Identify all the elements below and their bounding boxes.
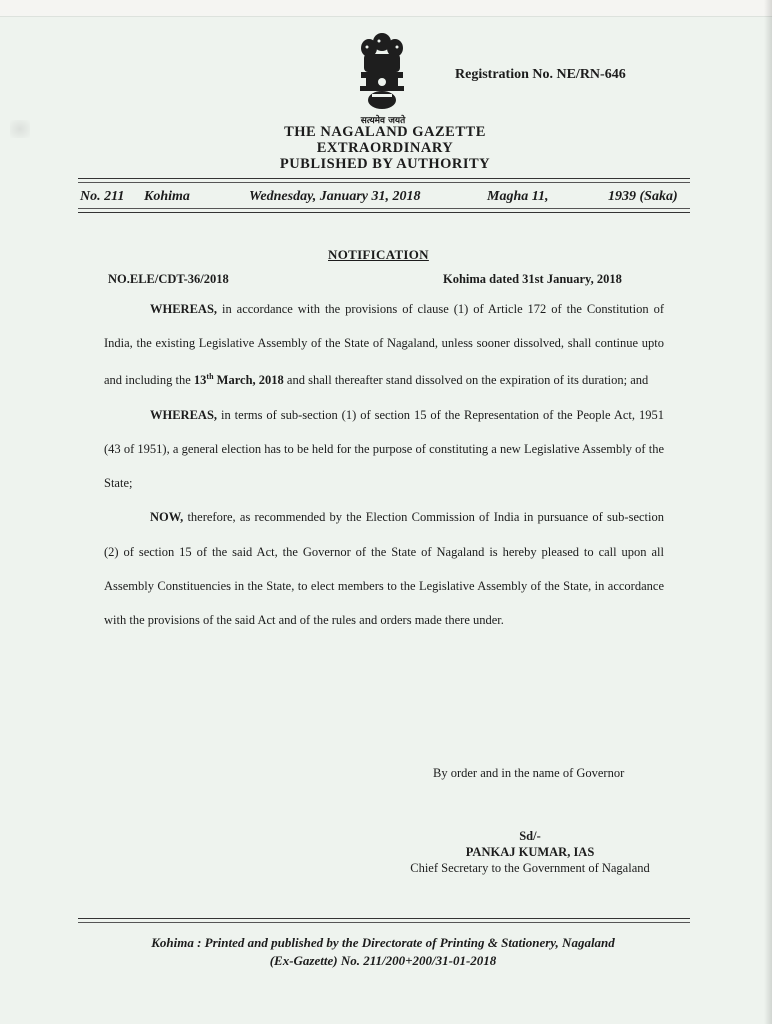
p1-date-day: 13: [193, 373, 207, 388]
p1-date-sup: th: [206, 372, 214, 382]
p1-date-month: March, 2018: [213, 373, 284, 388]
p1-text-b: and shall thereafter stand dissolved on the expiration of its duration; and: [283, 373, 649, 388]
paragraph-1: [104, 292, 664, 398]
signature-block: [380, 828, 680, 876]
footer: [88, 934, 678, 970]
p3-lead: NOW,: [150, 510, 184, 525]
issue-saka: 1939 (Saka): [608, 189, 678, 204]
footer-rule: [78, 918, 690, 919]
footer-line-1: Kohima : Printed and published by the Directorate of Printing & Stationery, Nagaland: [151, 935, 615, 950]
national-emblem-icon: [352, 28, 412, 116]
emblem-motto: सत्यमेव जयते: [360, 116, 406, 126]
p1-text-a: in accordance with the provisions of clause (1) of Article 172 of the Constitution of India, the existing Legislative Assembly of the State of Nagaland, unless sooner dissolved, shall continue upto and including the: [104, 302, 664, 388]
paragraph-3: [104, 500, 664, 637]
masthead-title: THE NAGALAND GAZETTE: [284, 124, 486, 140]
notification-date: Kohima dated 31st January, 2018: [443, 272, 622, 286]
issue-place: Kohima: [144, 189, 190, 204]
registration-number: Registration No. NE/RN-646: [455, 67, 626, 82]
issue-date: Wednesday, January 31, 2018: [249, 189, 421, 204]
issue-number: No. 211: [80, 189, 125, 204]
header-rule-bottom-thin: [78, 208, 690, 209]
notification-ref: NO.ELE/CDT-36/2018: [108, 272, 229, 286]
masthead-subtitle: EXTRAORDINARY: [316, 140, 454, 156]
masthead-authority: PUBLISHED BY AUTHORITY: [279, 156, 491, 172]
signatory-name: PANKAJ KUMAR, IAS: [465, 845, 595, 859]
notification-title: NOTIFICATION: [328, 247, 429, 262]
p1-lead: WHEREAS,: [150, 302, 218, 316]
masthead: [230, 124, 540, 172]
top-bar: [0, 0, 772, 17]
footer-line-2: (Ex-Gazette) No. 211/200+200/31-01-2018: [269, 953, 497, 968]
signatory-title: Chief Secretary to the Government of Nagaland: [410, 861, 650, 875]
p2-text: in terms of sub-section (1) of section 15 of the Representation of the People Act, 1951 (43 of 1951), a general election has to be held for the purpose of constituting a new Legislative Assembly of the State;: [104, 407, 664, 491]
header-rule-top: [78, 178, 690, 179]
header-rule-top-thin: [78, 182, 690, 183]
signature-sd: Sd/-: [519, 829, 541, 843]
notification-body: [104, 292, 664, 637]
p3-text: therefore, as recommended by the Election Commission of India in pursuance of sub-section (2) of section 15 of the said Act, the Governor of the State of Nagaland is hereby pleased to call upon all Assembly Constituencies in the State, to elect members to the Legislative Assembly of the State, in accordance with the provisions of the said Act and of the rules and orders made there under.: [104, 510, 664, 627]
page-edge-shadow: [764, 0, 772, 1024]
footer-rule-thin: [78, 922, 690, 923]
p2-lead: WHEREAS,: [150, 407, 218, 422]
header-rule-bottom: [78, 212, 690, 213]
order-line: By order and in the name of Governor: [433, 766, 625, 780]
issue-magha: Magha 11,: [487, 189, 549, 204]
scan-smudge: [10, 120, 30, 138]
paragraph-2: [104, 398, 664, 501]
